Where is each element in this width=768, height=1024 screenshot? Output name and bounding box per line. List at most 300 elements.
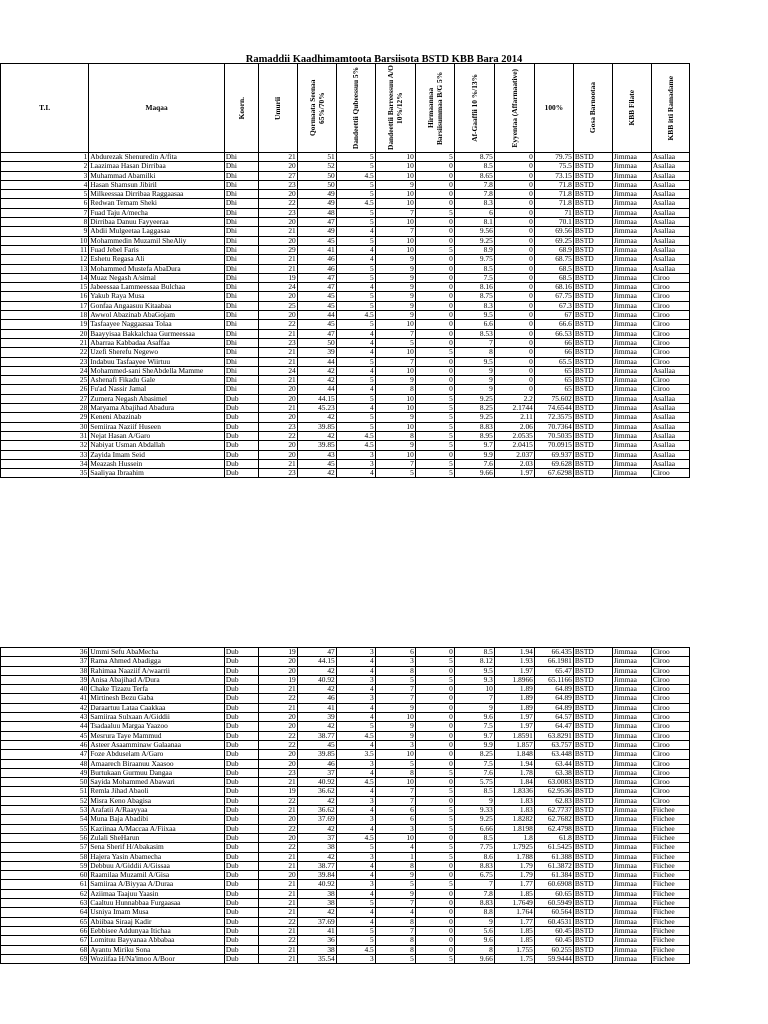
cell-koorn: Dub xyxy=(224,899,258,908)
cell-filate: Jimmaa xyxy=(612,675,651,684)
cell-filate: Jimmaa xyxy=(612,255,651,264)
cell-eyyentaa: 1.8966 xyxy=(494,675,534,684)
cell-total: 62.9536 xyxy=(534,787,573,796)
cell-afgaaffii: 8.75 xyxy=(454,153,494,162)
cell-eyyentaa: 1.89 xyxy=(494,703,534,712)
cell-koorn: Dub xyxy=(224,394,258,403)
cell-umurii: 20 xyxy=(258,666,297,675)
cell-koorn: Dhi xyxy=(224,366,258,375)
cell-afgaaffii: 8.65 xyxy=(454,171,494,180)
cell-ti: 45 xyxy=(1,731,89,740)
cell-eyyentaa: 1.7925 xyxy=(494,843,534,852)
cell-filate: Jimmaa xyxy=(612,301,651,310)
cell-gosa: BSTD xyxy=(573,236,612,245)
cell-qubeessuu: 5 xyxy=(336,301,375,310)
cell-eyyentaa: 1.89 xyxy=(494,694,534,703)
table-row xyxy=(1,675,690,684)
cell-koorn: Dub xyxy=(224,441,258,450)
cell-qubeessuu: 5 xyxy=(336,162,375,171)
cell-maqaa: Hasan Shamsun Jibiril xyxy=(89,180,225,189)
cell-hirmaannaa: 5 xyxy=(415,208,454,217)
cell-koorn: Dhi xyxy=(224,320,258,329)
cell-filate: Jimmaa xyxy=(612,404,651,413)
cell-ramadame: Fiichee xyxy=(651,926,689,935)
cell-maqaa: Redwan Temam Sheki xyxy=(89,199,225,208)
cell-afgaaffii: 9 xyxy=(454,366,494,375)
cell-umurii: 24 xyxy=(258,366,297,375)
cell-barreessuu: 7 xyxy=(375,899,415,908)
cell-barreessuu: 10 xyxy=(375,450,415,459)
table-row xyxy=(1,796,690,805)
cell-qormaata: 41 xyxy=(297,245,336,254)
cell-gosa: BSTD xyxy=(573,357,612,366)
cell-total: 69.56 xyxy=(534,227,573,236)
cell-umurii: 25 xyxy=(258,301,297,310)
cell-barreessuu: 8 xyxy=(375,861,415,870)
cell-ti: 58 xyxy=(1,852,89,861)
cell-hirmaannaa: 0 xyxy=(415,926,454,935)
cell-afgaaffii: 8.25 xyxy=(454,750,494,759)
cell-hirmaannaa: 0 xyxy=(415,190,454,199)
cell-qormaata: 47 xyxy=(297,283,336,292)
table-row xyxy=(1,852,690,861)
cell-barreessuu: 1 xyxy=(375,852,415,861)
cell-maqaa: Saaliyaa Ibraahim xyxy=(89,469,225,478)
cell-umurii: 21 xyxy=(258,926,297,935)
cell-filate: Jimmaa xyxy=(612,787,651,796)
cell-hirmaannaa: 0 xyxy=(415,648,454,657)
cell-total: 62.4798 xyxy=(534,824,573,833)
table-row xyxy=(1,824,690,833)
cell-gosa: BSTD xyxy=(573,685,612,694)
cell-filate: Jimmaa xyxy=(612,666,651,675)
cell-afgaaffii: 9.5 xyxy=(454,666,494,675)
cell-gosa: BSTD xyxy=(573,422,612,431)
cell-ti: 17 xyxy=(1,301,89,310)
cell-qormaata: 42 xyxy=(297,796,336,805)
cell-total: 70.0915 xyxy=(534,441,573,450)
cell-ti: 30 xyxy=(1,422,89,431)
cell-barreessuu: 9 xyxy=(375,264,415,273)
cell-hirmaannaa: 5 xyxy=(415,768,454,777)
cell-maqaa: Rama Ahmed Abadigga xyxy=(89,657,225,666)
cell-umurii: 27 xyxy=(258,171,297,180)
cell-gosa: BSTD xyxy=(573,366,612,375)
table-row xyxy=(1,880,690,889)
cell-ti: 39 xyxy=(1,675,89,684)
cell-total: 69.937 xyxy=(534,450,573,459)
cell-gosa: BSTD xyxy=(573,264,612,273)
cell-ramadame: Ciroo xyxy=(651,722,689,731)
cell-qormaata: 49 xyxy=(297,190,336,199)
table-row xyxy=(1,366,690,375)
cell-qormaata: 42 xyxy=(297,366,336,375)
cell-filate: Jimmaa xyxy=(612,236,651,245)
cell-barreessuu: 3 xyxy=(375,824,415,833)
cell-qormaata: 38 xyxy=(297,945,336,954)
cell-filate: Jimmaa xyxy=(612,843,651,852)
cell-umurii: 21 xyxy=(258,954,297,963)
cell-afgaaffii: 8.83 xyxy=(454,422,494,431)
cell-qubeessuu: 5 xyxy=(336,376,375,385)
cell-umurii: 29 xyxy=(258,245,297,254)
cell-eyyentaa: 0 xyxy=(494,236,534,245)
cell-qormaata: 50 xyxy=(297,338,336,347)
cell-total: 61.5425 xyxy=(534,843,573,852)
cell-umurii: 23 xyxy=(258,338,297,347)
cell-qormaata: 52 xyxy=(297,162,336,171)
cell-afgaaffii: 9.6 xyxy=(454,936,494,945)
cell-koorn: Dhi xyxy=(224,376,258,385)
table-row xyxy=(1,376,690,385)
cell-eyyentaa: 0 xyxy=(494,199,534,208)
cell-ti: 33 xyxy=(1,450,89,459)
cell-barreessuu: 8 xyxy=(375,431,415,440)
cell-ramadame: Fiichee xyxy=(651,824,689,833)
cell-ti: 66 xyxy=(1,926,89,935)
cell-ti: 36 xyxy=(1,648,89,657)
cell-qormaata: 47 xyxy=(297,218,336,227)
cell-gosa: BSTD xyxy=(573,171,612,180)
cell-afgaaffii: 9 xyxy=(454,376,494,385)
cell-qormaata: 40.92 xyxy=(297,778,336,787)
cell-barreessuu: 10 xyxy=(375,218,415,227)
cell-gosa: BSTD xyxy=(573,218,612,227)
cell-maqaa: Muna Baja Abadibi xyxy=(89,815,225,824)
table-row xyxy=(1,422,690,431)
cell-filate: Jimmaa xyxy=(612,245,651,254)
cell-qormaata: 44.15 xyxy=(297,657,336,666)
table-row xyxy=(1,348,690,357)
cell-qormaata: 50 xyxy=(297,171,336,180)
cell-barreessuu: 7 xyxy=(375,796,415,805)
cell-eyyentaa: 0 xyxy=(494,329,534,338)
cell-afgaaffii: 8 xyxy=(454,945,494,954)
cell-ti: 69 xyxy=(1,954,89,963)
cell-gosa: BSTD xyxy=(573,806,612,815)
cell-filate: Jimmaa xyxy=(612,815,651,824)
cell-koorn: Dub xyxy=(224,413,258,422)
cell-total: 62.83 xyxy=(534,796,573,805)
cell-ti: 5 xyxy=(1,190,89,199)
cell-maqaa: Zumera Negash Abasimel xyxy=(89,394,225,403)
cell-eyyentaa: 1.848 xyxy=(494,750,534,759)
cell-ti: 3 xyxy=(1,171,89,180)
cell-eyyentaa: 0 xyxy=(494,273,534,282)
cell-umurii: 20 xyxy=(258,450,297,459)
cell-qubeessuu: 4.5 xyxy=(336,833,375,842)
cell-koorn: Dhi xyxy=(224,348,258,357)
cell-total: 61.388 xyxy=(534,852,573,861)
cell-qubeessuu: 3 xyxy=(336,759,375,768)
cell-qubeessuu: 3 xyxy=(336,880,375,889)
cell-barreessuu: 7 xyxy=(375,694,415,703)
cell-ti: 6 xyxy=(1,199,89,208)
cell-gosa: BSTD xyxy=(573,703,612,712)
cell-koorn: Dhi xyxy=(224,273,258,282)
cell-barreessuu: 7 xyxy=(375,926,415,935)
cell-umurii: 22 xyxy=(258,199,297,208)
cell-filate: Jimmaa xyxy=(612,740,651,749)
cell-total: 61.384 xyxy=(534,871,573,880)
table-row xyxy=(1,954,690,963)
cell-koorn: Dhi xyxy=(224,264,258,273)
cell-ti: 35 xyxy=(1,469,89,478)
cell-barreessuu: 7 xyxy=(375,208,415,217)
cell-eyyentaa: 0 xyxy=(494,171,534,180)
cell-hirmaannaa: 0 xyxy=(415,796,454,805)
cell-afgaaffii: 9.25 xyxy=(454,236,494,245)
cell-maqaa: Fuad Taju A/mecha xyxy=(89,208,225,217)
cell-umurii: 21 xyxy=(258,459,297,468)
cell-barreessuu: 8 xyxy=(375,768,415,777)
cell-qormaata: 38 xyxy=(297,843,336,852)
table-row xyxy=(1,264,690,273)
cell-qormaata: 40.92 xyxy=(297,675,336,684)
cell-hirmaannaa: 0 xyxy=(415,385,454,394)
cell-qubeessuu: 3 xyxy=(336,954,375,963)
cell-eyyentaa: 0 xyxy=(494,264,534,273)
cell-ramadame: Asallaa xyxy=(651,162,689,171)
table-row xyxy=(1,657,690,666)
cell-eyyentaa: 1.85 xyxy=(494,889,534,898)
cell-koorn: Dub xyxy=(224,954,258,963)
cell-hirmaannaa: 0 xyxy=(415,945,454,954)
cell-filate: Jimmaa xyxy=(612,348,651,357)
cell-barreessuu: 10 xyxy=(375,713,415,722)
cell-qormaata: 42 xyxy=(297,685,336,694)
cell-total: 61.8 xyxy=(534,833,573,842)
cell-koorn: Dhi xyxy=(224,153,258,162)
cell-ti: 56 xyxy=(1,833,89,842)
cell-total: 60.45 xyxy=(534,936,573,945)
cell-ramadame: Asallaa xyxy=(651,422,689,431)
cell-maqaa: Woziifaa H/Na'imoo A/Boor xyxy=(89,954,225,963)
cell-umurii: 19 xyxy=(258,273,297,282)
cell-ramadame: Ciroo xyxy=(651,713,689,722)
cell-koorn: Dub xyxy=(224,889,258,898)
cell-ramadame: Fiichee xyxy=(651,815,689,824)
cell-qubeessuu: 3 xyxy=(336,852,375,861)
cell-total: 59.9444 xyxy=(534,954,573,963)
cell-gosa: BSTD xyxy=(573,871,612,880)
cell-ti: 28 xyxy=(1,404,89,413)
cell-total: 68.5 xyxy=(534,273,573,282)
cell-ti: 48 xyxy=(1,759,89,768)
cell-filate: Jimmaa xyxy=(612,945,651,954)
cell-eyyentaa: 1.755 xyxy=(494,945,534,954)
cell-ramadame: Ciroo xyxy=(651,273,689,282)
cell-total: 63.757 xyxy=(534,740,573,749)
cell-total: 65 xyxy=(534,385,573,394)
cell-total: 60.45 xyxy=(534,926,573,935)
cell-maqaa: Mesrura Taye Mammud xyxy=(89,731,225,740)
cell-qormaata: 45 xyxy=(297,459,336,468)
cell-qubeessuu: 4.5 xyxy=(336,778,375,787)
cell-total: 65 xyxy=(534,366,573,375)
cell-ti: 41 xyxy=(1,694,89,703)
cell-afgaaffii: 9 xyxy=(454,385,494,394)
cell-hirmaannaa: 0 xyxy=(415,694,454,703)
table-row xyxy=(1,768,690,777)
cell-filate: Jimmaa xyxy=(612,450,651,459)
cell-qubeessuu: 4 xyxy=(336,227,375,236)
cell-gosa: BSTD xyxy=(573,162,612,171)
cell-qubeessuu: 4 xyxy=(336,283,375,292)
cell-maqaa: Zulali SheHarun xyxy=(89,833,225,842)
cell-maqaa: Asteer Asaamminaw Galaanaa xyxy=(89,740,225,749)
cell-afgaaffii: 7 xyxy=(454,880,494,889)
cell-filate: Jimmaa xyxy=(612,703,651,712)
cell-total: 70.5035 xyxy=(534,431,573,440)
cell-afgaaffii: 7.8 xyxy=(454,190,494,199)
cell-qubeessuu: 4 xyxy=(336,824,375,833)
cell-total: 66.53 xyxy=(534,329,573,338)
cell-barreessuu: 9 xyxy=(375,311,415,320)
cell-afgaaffii: 8.5 xyxy=(454,648,494,657)
cell-filate: Jimmaa xyxy=(612,469,651,478)
cell-eyyentaa: 0 xyxy=(494,153,534,162)
cell-umurii: 21 xyxy=(258,348,297,357)
cell-umurii: 21 xyxy=(258,899,297,908)
cell-barreessuu: 9 xyxy=(375,255,415,264)
cell-ramadame: Asallaa xyxy=(651,180,689,189)
cell-total: 67.75 xyxy=(534,292,573,301)
cell-hirmaannaa: 5 xyxy=(415,787,454,796)
cell-qormaata: 42 xyxy=(297,666,336,675)
cell-hirmaannaa: 0 xyxy=(415,376,454,385)
cell-ti: 16 xyxy=(1,292,89,301)
cell-ti: 54 xyxy=(1,815,89,824)
cell-total: 74.6544 xyxy=(534,404,573,413)
cell-hirmaannaa: 5 xyxy=(415,422,454,431)
cell-hirmaannaa: 0 xyxy=(415,227,454,236)
cell-maqaa: Aziimaa Taajuu Yaasin xyxy=(89,889,225,898)
cell-qubeessuu: 4 xyxy=(336,657,375,666)
cell-afgaaffii: 8.83 xyxy=(454,861,494,870)
cell-gosa: BSTD xyxy=(573,329,612,338)
cell-ti: 21 xyxy=(1,338,89,347)
cell-koorn: Dub xyxy=(224,796,258,805)
cell-ramadame: Ciroo xyxy=(651,385,689,394)
cell-qormaata: 37.69 xyxy=(297,917,336,926)
cell-total: 63.0083 xyxy=(534,778,573,787)
cell-filate: Jimmaa xyxy=(612,796,651,805)
cell-qormaata: 37.69 xyxy=(297,815,336,824)
table-row xyxy=(1,199,690,208)
cell-eyyentaa: 0 xyxy=(494,348,534,357)
cell-ti: 7 xyxy=(1,208,89,217)
cell-umurii: 20 xyxy=(258,722,297,731)
cell-koorn: Dub xyxy=(224,459,258,468)
cell-eyyentaa: 1.8 xyxy=(494,833,534,842)
cell-ramadame: Fiichee xyxy=(651,833,689,842)
cell-eyyentaa: 2.0415 xyxy=(494,441,534,450)
cell-eyyentaa: 0 xyxy=(494,180,534,189)
cell-koorn: Dub xyxy=(224,713,258,722)
cell-afgaaffii: 8.3 xyxy=(454,199,494,208)
cell-ramadame: Ciroo xyxy=(651,666,689,675)
cell-afgaaffii: 9.5 xyxy=(454,357,494,366)
cell-ti: 63 xyxy=(1,899,89,908)
cell-qormaata: 38 xyxy=(297,889,336,898)
cell-barreessuu: 9 xyxy=(375,180,415,189)
cell-koorn: Dub xyxy=(224,675,258,684)
cell-qormaata: 37 xyxy=(297,768,336,777)
cell-hirmaannaa: 5 xyxy=(415,843,454,852)
cell-maqaa: Daraartuu Lataa Caakkaa xyxy=(89,703,225,712)
cell-filate: Jimmaa xyxy=(612,871,651,880)
cell-qormaata: 49 xyxy=(297,199,336,208)
cell-ramadame: Asallaa xyxy=(651,208,689,217)
cell-ramadame: Asallaa xyxy=(651,404,689,413)
cell-eyyentaa: 1.78 xyxy=(494,768,534,777)
cell-filate: Jimmaa xyxy=(612,153,651,162)
cell-koorn: Dub xyxy=(224,880,258,889)
cell-gosa: BSTD xyxy=(573,861,612,870)
cell-qubeessuu: 4 xyxy=(336,329,375,338)
cell-afgaaffii: 8.9 xyxy=(454,245,494,254)
cell-filate: Jimmaa xyxy=(612,750,651,759)
cell-qubeessuu: 4.5 xyxy=(336,311,375,320)
cell-afgaaffii: 9.5 xyxy=(454,311,494,320)
header-koorn: Koorn. xyxy=(224,64,258,153)
cell-ramadame: Ciroo xyxy=(651,376,689,385)
cell-barreessuu: 5 xyxy=(375,759,415,768)
cell-ti: 37 xyxy=(1,657,89,666)
cell-ti: 62 xyxy=(1,889,89,898)
cell-hirmaannaa: 5 xyxy=(415,459,454,468)
table-row xyxy=(1,722,690,731)
cell-qubeessuu: 4.5 xyxy=(336,441,375,450)
cell-ramadame: Asallaa xyxy=(651,218,689,227)
header-ramadame: KBB itti Ramadame xyxy=(651,64,689,153)
cell-afgaaffii: 9.9 xyxy=(454,740,494,749)
cell-maqaa: Indabuu Tasfaayee Wiirtuu xyxy=(89,357,225,366)
cell-eyyentaa: 1.94 xyxy=(494,648,534,657)
table-row xyxy=(1,806,690,815)
cell-qubeessuu: 5 xyxy=(336,422,375,431)
cell-ramadame: Ciroo xyxy=(651,301,689,310)
table-row xyxy=(1,301,690,310)
cell-afgaaffii: 7.6 xyxy=(454,459,494,468)
cell-eyyentaa: 2.037 xyxy=(494,450,534,459)
cell-hirmaannaa: 0 xyxy=(415,713,454,722)
cell-hirmaannaa: 0 xyxy=(415,889,454,898)
cell-total: 64.89 xyxy=(534,703,573,712)
cell-total: 68.16 xyxy=(534,283,573,292)
cell-ti: 57 xyxy=(1,843,89,852)
cell-gosa: BSTD xyxy=(573,283,612,292)
table-row xyxy=(1,255,690,264)
cell-filate: Jimmaa xyxy=(612,694,651,703)
cell-hirmaannaa: 5 xyxy=(415,153,454,162)
cell-qormaata: 39 xyxy=(297,713,336,722)
cell-hirmaannaa: 0 xyxy=(415,273,454,282)
cell-gosa: BSTD xyxy=(573,740,612,749)
cell-gosa: BSTD xyxy=(573,431,612,440)
cell-qubeessuu: 4 xyxy=(336,404,375,413)
cell-ti: 31 xyxy=(1,431,89,440)
cell-umurii: 20 xyxy=(258,236,297,245)
cell-umurii: 24 xyxy=(258,283,297,292)
cell-barreessuu: 7 xyxy=(375,357,415,366)
cell-afgaaffii: 9.25 xyxy=(454,815,494,824)
cell-afgaaffii: 7.5 xyxy=(454,722,494,731)
cell-afgaaffii: 9.9 xyxy=(454,450,494,459)
cell-umurii: 21 xyxy=(258,889,297,898)
cell-filate: Jimmaa xyxy=(612,908,651,917)
